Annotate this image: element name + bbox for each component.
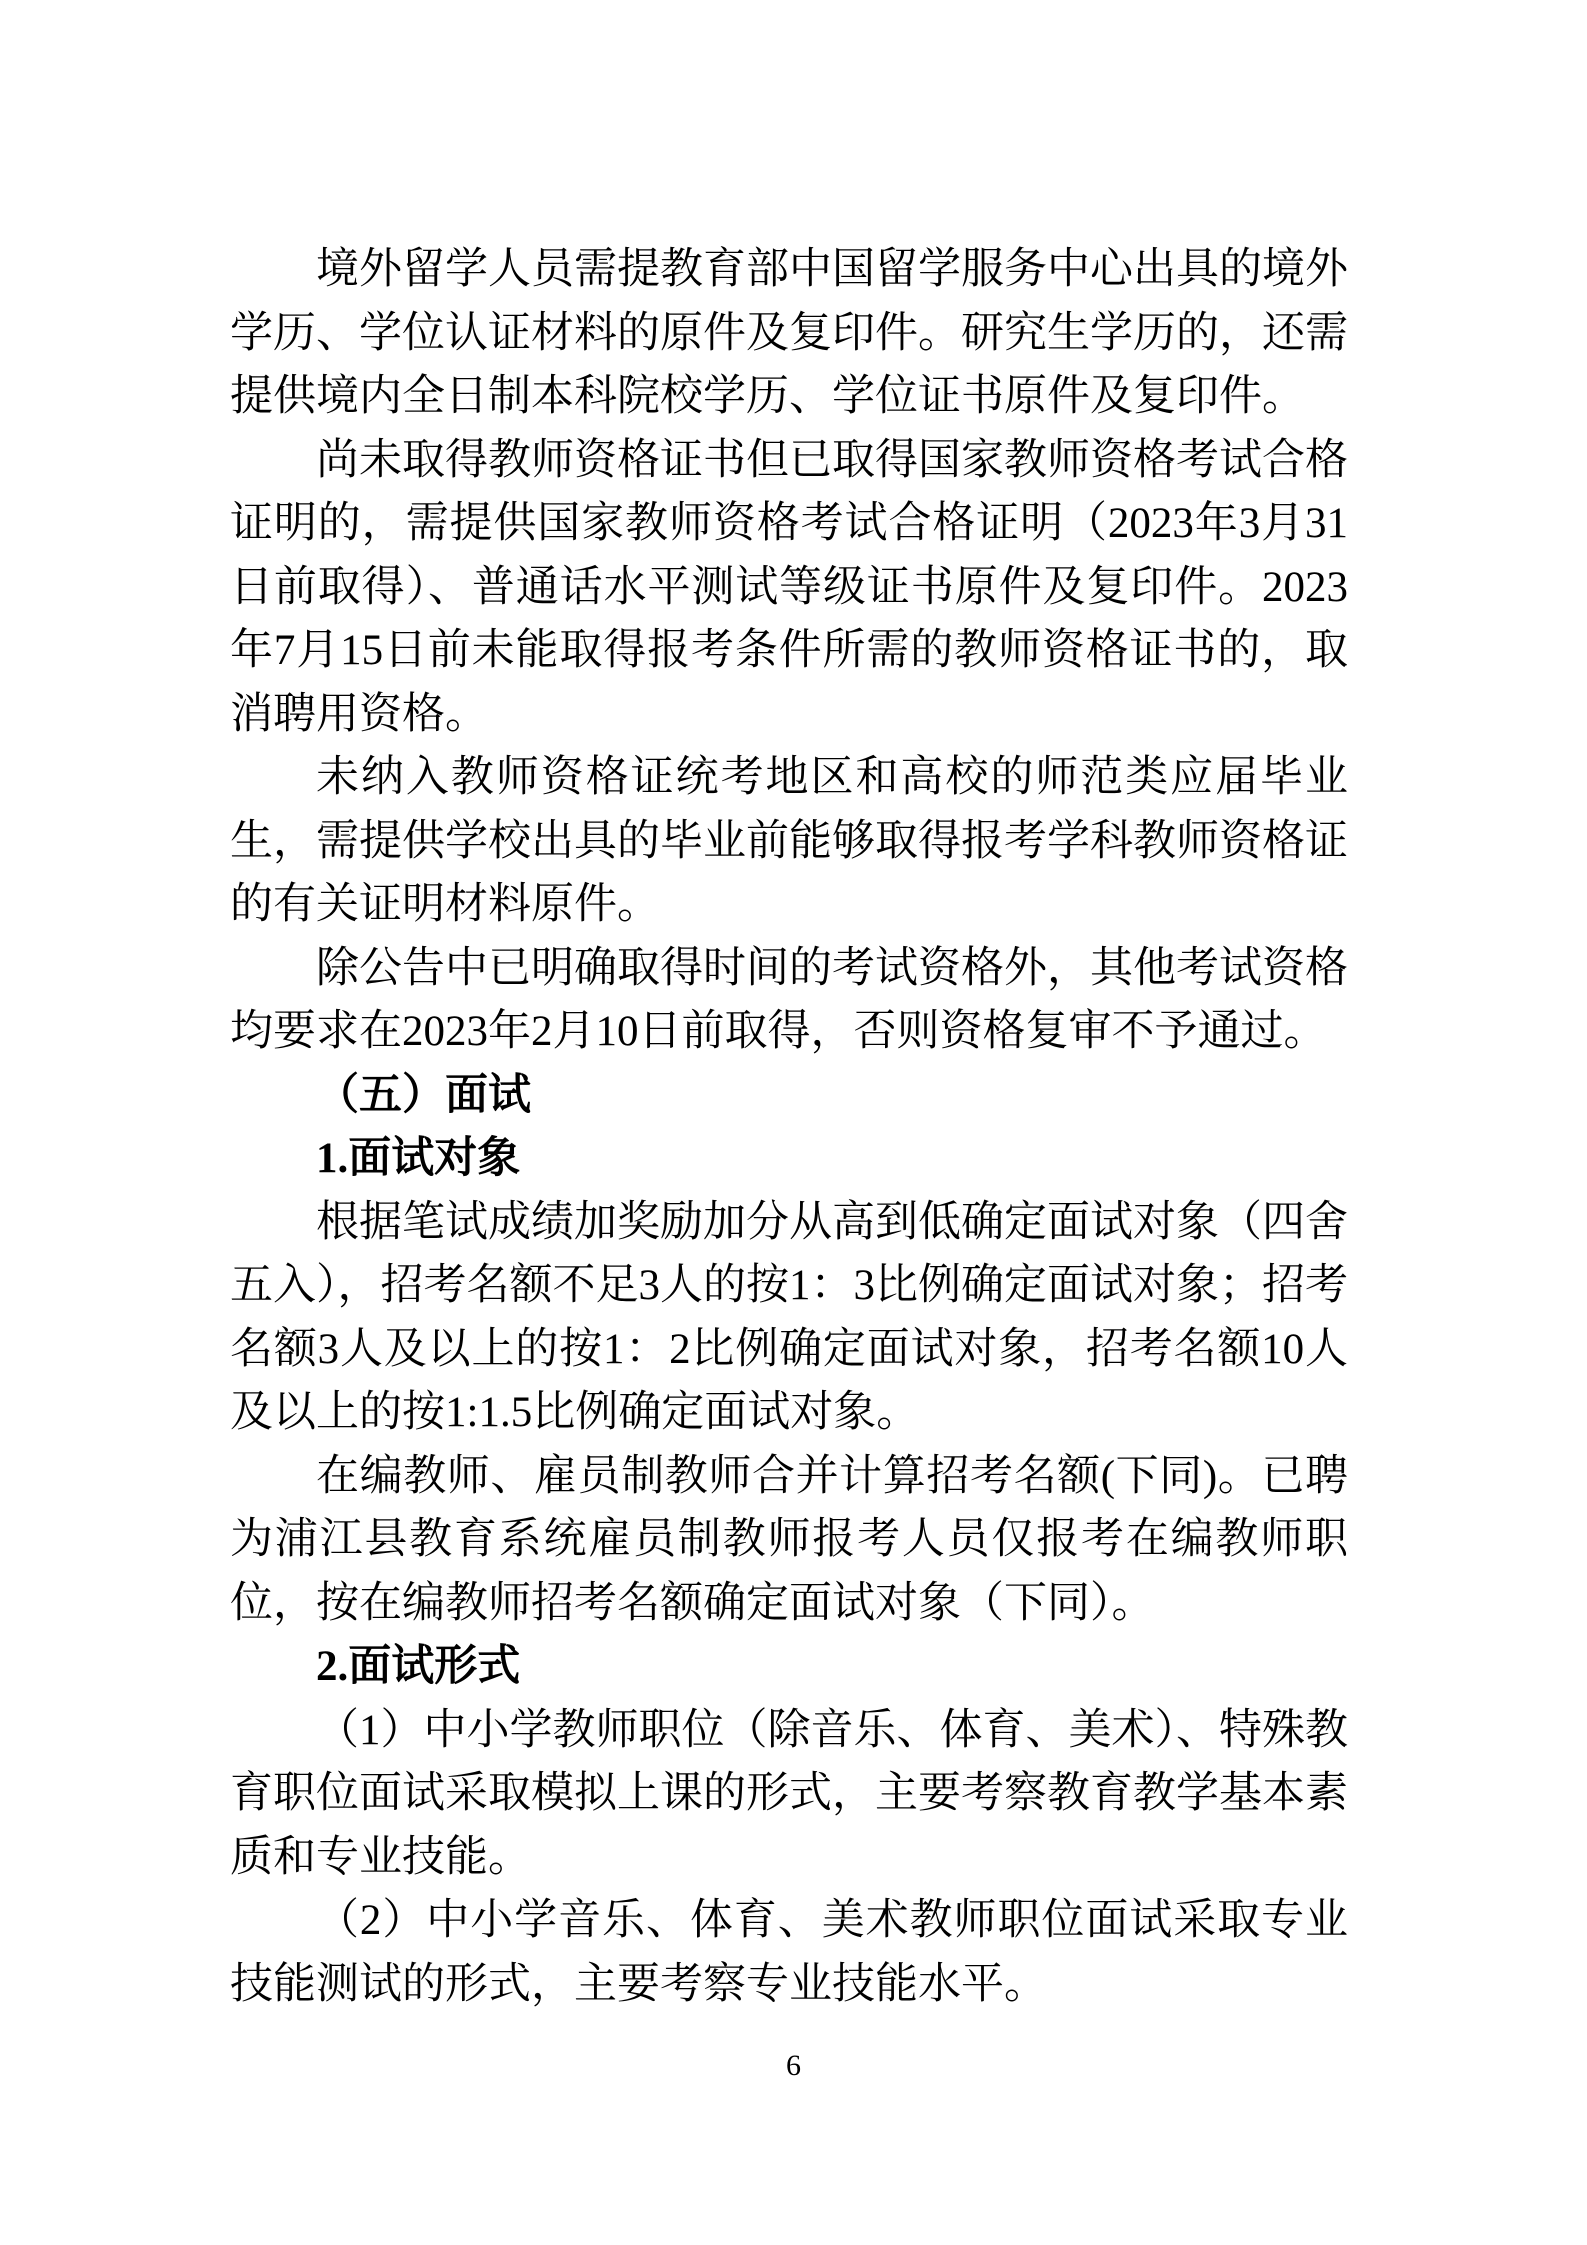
paragraph: 除公告中已明确取得时间的考试资格外，其他考试资格均要求在2023年2月10日前取得，否则资格复审不予通过。: [230, 944, 1348, 1055]
paragraph: （2）中小学音乐、体育、美术教师职位面试采取专业技能测试的形式，主要考察专业技能水平。: [230, 1897, 1348, 2008]
paragraph: 未纳入教师资格证统考地区和高校的师范类应届毕业生，需提供学校出具的毕业前能够取得报考学科教师资格证的有关证明材料原件。: [230, 754, 1348, 928]
paragraph: 境外留学人员需提教育部中国留学服务中心出具的境外学历、学位认证材料的原件及复印件。研究生学历的，还需提供境内全日制本科院校学历、学位证书原件及复印件。: [230, 246, 1348, 420]
section-heading: 2.面试形式: [316, 1643, 521, 1690]
paragraph: 根据笔试成绩加奖励加分从高到低确定面试对象（四舍五入），招考名额不足3人的按1：3比例确定面试对象；招考名额3人及以上的按1：2比例确定面试对象，招考名额10人及以上的按1:1.5比例确定面试对象。: [230, 1198, 1348, 1436]
page-number: 6: [786, 2049, 801, 2082]
section-heading: 1.面试对象: [316, 1135, 521, 1182]
paragraph: 尚未取得教师资格证书但已取得国家教师资格考试合格证明的，需提供国家教师资格考试合格证明（2023年3月31日前取得）、普通话水平测试等级证书原件及复印件。2023年7月15日前未能取得报考条件所需的教师资格证书的，取消聘用资格。: [230, 436, 1348, 738]
paragraph: 在编教师、雇员制教师合并计算招考名额(下同)。已聘为浦江县教育系统雇员制教师报考人员仅报考在编教师职位，按在编教师招考名额确定面试对象（下同）。: [230, 1452, 1348, 1627]
section-heading: （五）面试: [316, 1071, 531, 1119]
paragraph: （1）中小学教师职位（除音乐、体育、美术）、特殊教育职位面试采取模拟上课的形式，主要考察教育教学基本素质和专业技能。: [230, 1706, 1348, 1881]
document-body: [230, 238, 1348, 2016]
